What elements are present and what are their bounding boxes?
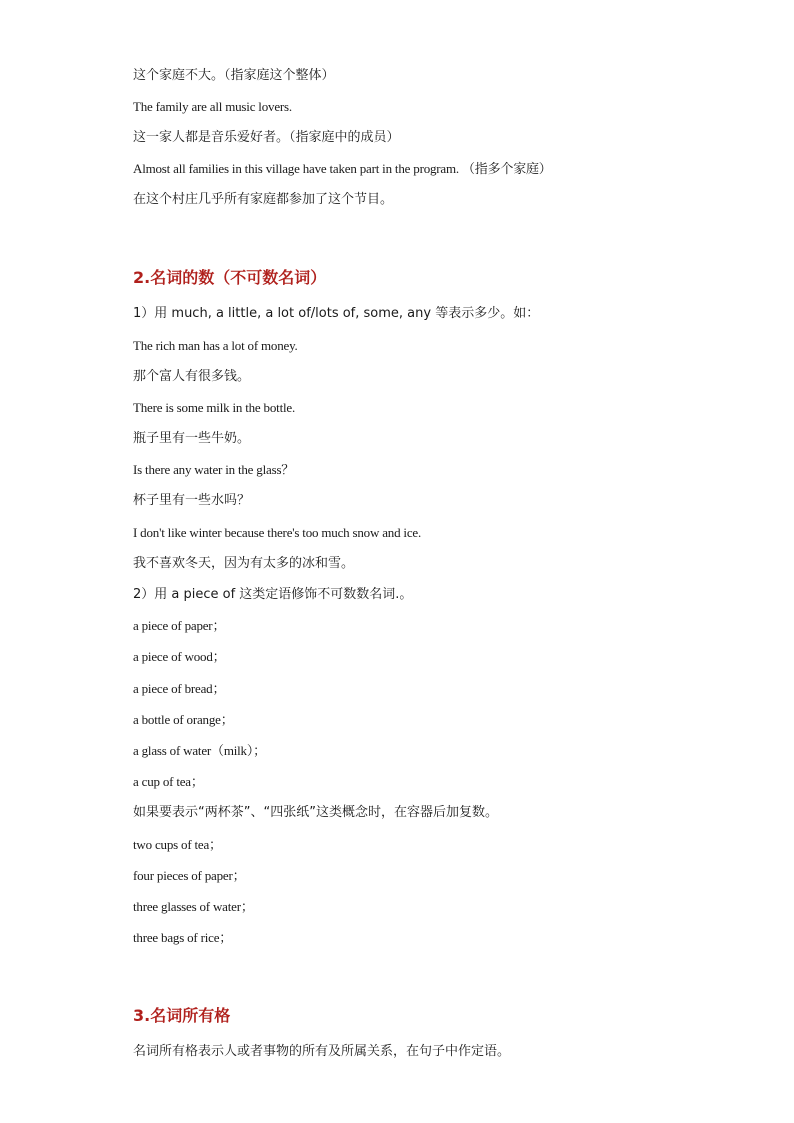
text-line: Almost all families in this village have taken part in the program. （指多个家庭） bbox=[133, 161, 552, 176]
text-line: three glasses of water； bbox=[133, 899, 254, 914]
text-line: 名词所有格表示人或者事物的所有及所属关系，在句子中作定语。 bbox=[133, 1044, 511, 1059]
text-line: 在这个村庄几乎所有家庭都参加了这个节目。 bbox=[133, 192, 394, 207]
text-line: three bags of rice； bbox=[133, 930, 233, 945]
text-line: 1）用 much, a little, a lot of/lots of, some, any 等表示多少。如： bbox=[133, 306, 540, 321]
text-line: I don't like winter because there's too much snow and ice. bbox=[133, 525, 422, 540]
section-heading: 3.名词所有格 bbox=[133, 1006, 231, 1025]
text-line: a piece of bread； bbox=[133, 681, 226, 696]
text-line: a piece of paper； bbox=[133, 618, 226, 633]
text-line: 杯子里有一些水吗？ bbox=[133, 493, 251, 508]
text-line: 这一家人都是音乐爱好者。（指家庭中的成员） bbox=[133, 130, 400, 145]
text-line: 我不喜欢冬天，因为有太多的冰和雪。 bbox=[133, 556, 355, 571]
text-line: 瓶子里有一些牛奶。 bbox=[133, 431, 251, 446]
text-line: Is there any water in the glass？ bbox=[133, 462, 295, 477]
text-line: 那个富人有很多钱。 bbox=[133, 369, 251, 384]
text-line: a glass of water（milk）； bbox=[133, 743, 266, 758]
text-line: a bottle of orange； bbox=[133, 712, 234, 727]
text-line: 如果要表示“两杯茶”、“四张纸”这类概念时，在容器后加复数。 bbox=[133, 805, 498, 820]
text-line: four pieces of paper； bbox=[133, 868, 246, 883]
text-line: a cup of tea； bbox=[133, 774, 204, 789]
text-line: The family are all music lovers. bbox=[133, 99, 292, 114]
section-heading: 2.名词的数（不可数名词） bbox=[133, 268, 327, 287]
text-line: a piece of wood； bbox=[133, 649, 226, 664]
text-line: two cups of tea； bbox=[133, 837, 222, 852]
text-line: The rich man has a lot of money. bbox=[133, 338, 298, 353]
text-line: 这个家庭不大。（指家庭这个整体） bbox=[133, 68, 335, 83]
text-line: 2）用 a piece of 这类定语修饰不可数数名词.。 bbox=[133, 587, 413, 602]
text-line: There is some milk in the bottle. bbox=[133, 400, 296, 415]
